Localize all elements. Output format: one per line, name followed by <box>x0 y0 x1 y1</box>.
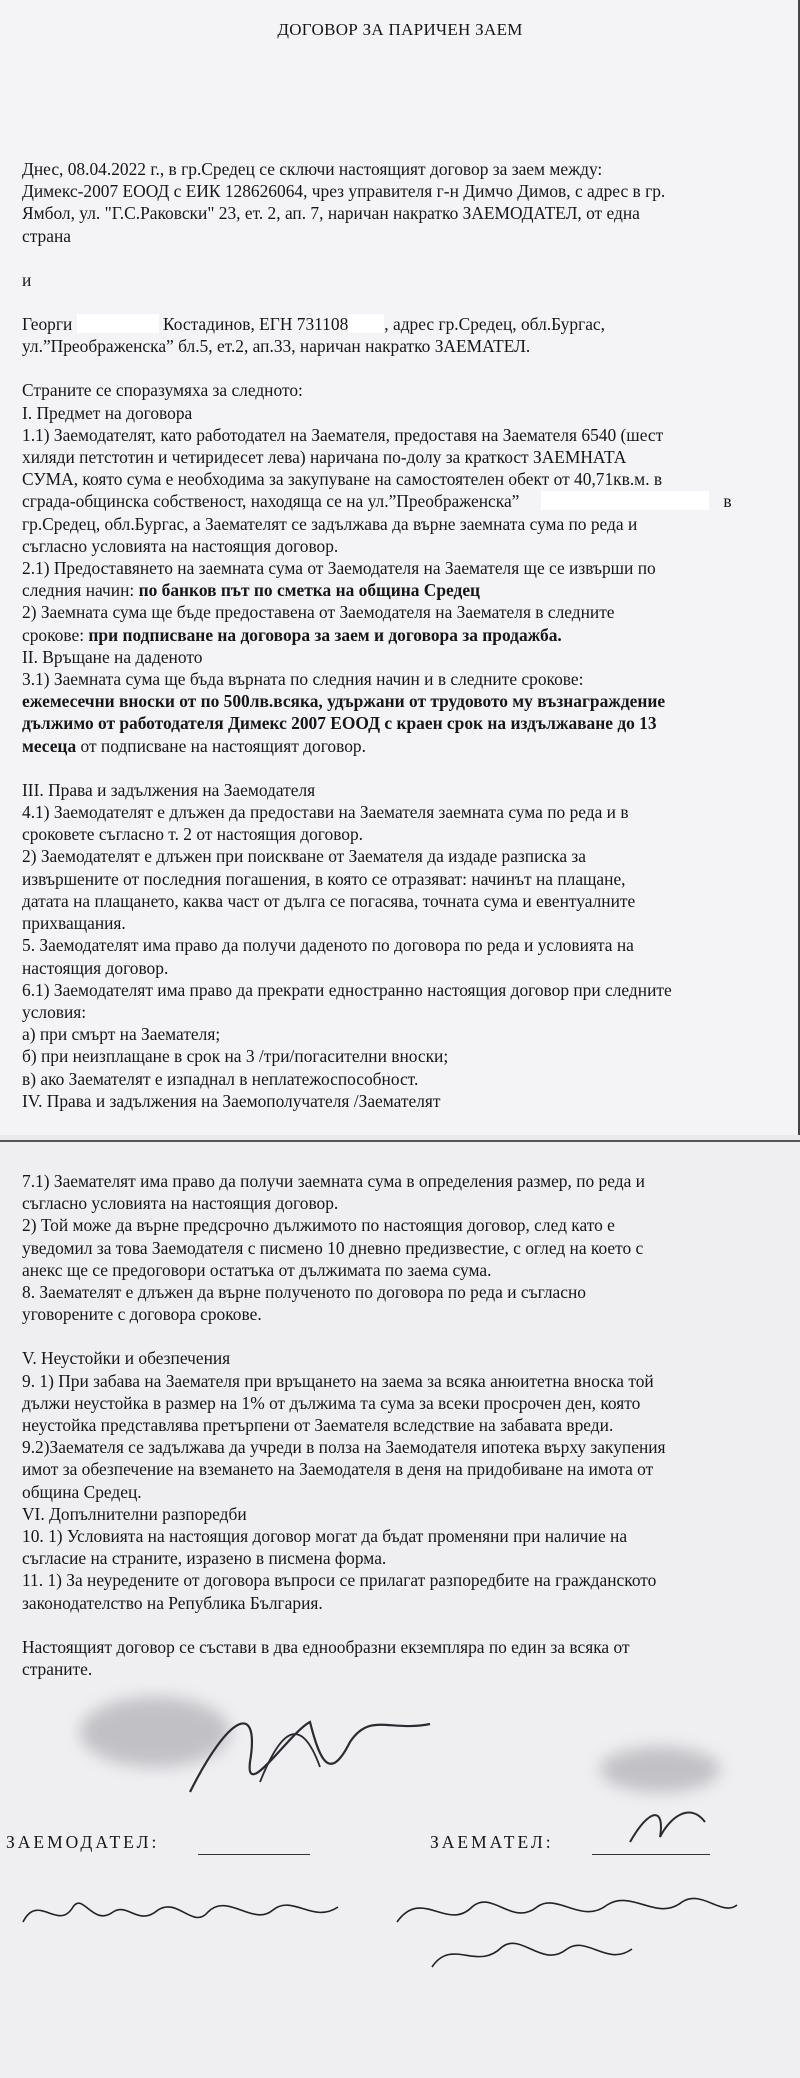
contract-page-2 <box>0 1140 800 2078</box>
closing-line: Настоящият договор се състави в два еднообразни екземпляра по един за всяка от <box>22 1636 630 1657</box>
blurred-stamp <box>600 1747 720 1792</box>
section-heading: VI. Допълнителни разпоредби <box>22 1503 247 1524</box>
handwritten-name-lender-icon <box>18 1882 348 1942</box>
clause-line <box>22 735 790 757</box>
redacted-field <box>77 314 159 333</box>
section-heading: I. Предмет на договора <box>22 402 193 423</box>
borrower-line <box>22 313 790 335</box>
clause-line: 2) Заемната сума ще бъде предоставена от Заемодателя на Заемателя в следните <box>22 602 615 623</box>
redacted-field <box>348 314 384 333</box>
clause-line: 6.1) Заемодателят има право да прекрати едностранно настоящия договор при следните <box>22 979 672 1000</box>
clause-line: неустойка представлява претърпени от Заемателя вследствие на забавата вреди. <box>22 1415 614 1436</box>
clause-line: 2.1) Предоставянето на заемната сума от Заемодателя на Заемателя ще се извърши по <box>22 558 656 579</box>
clause-line: б) при неизплащане в срок на 3 /три/погасителни вноски; <box>22 1046 449 1067</box>
clause-line: в) ако Заемателят е изпаднал в неплатежоспособност. <box>22 1068 419 1089</box>
clause-line <box>22 624 790 646</box>
clause-line: анекс ще се предоговори остатъка от дължимата по заема сума. <box>22 1259 492 1280</box>
clause-text: от подписване на настоящият договор. <box>76 735 366 756</box>
clause-line: 4.1) Заемодателят е длъжен да предостави на Заемателя заемната сума по реда и в <box>22 802 629 823</box>
borrower-signature-icon <box>620 1797 720 1857</box>
clause-line: условия: <box>22 1001 87 1022</box>
document-title: ДОГОВОР ЗА ПАРИЧЕН ЗАЕМ <box>277 20 523 39</box>
contract-continuation <box>22 1170 790 1680</box>
redacted-field <box>541 491 709 510</box>
clause-text: следния начин: <box>22 580 139 601</box>
clause-line: 9. 1) При забава на Заемателя при връщането на заема за всяка анюитетна вноска той <box>22 1370 654 1391</box>
clause-line: община Средец. <box>22 1481 142 1502</box>
clause-line: 2) Той може да върне предсрочно дължимото по настоящия договор, след като е <box>22 1215 615 1236</box>
clause-line <box>22 490 790 512</box>
clause-line: съгласно условията на настоящия договор. <box>22 535 339 556</box>
clause-line: законодателство на Република България. <box>22 1592 323 1613</box>
clause-line: 3.1) Заемната сума ще бъда върната по следния начин и в следните срокове: <box>22 669 584 690</box>
clause-line: уговорените с договора срокове. <box>22 1304 262 1325</box>
clause-bold: дължимо от работодателя Димекс 2007 ЕООД с краен срок на издължаване до 13 <box>22 713 657 734</box>
clause-line: сроковете съгласно т. 2 от настоящия договор. <box>22 824 364 845</box>
clause-line: 11. 1) За неуредените от договора въпроси се прилагат разпоредбите на гражданското <box>22 1570 657 1591</box>
intro-line: страна <box>22 225 71 246</box>
clause-line: 8. Заемателят е длъжен да върне полученото по договора по реда и съгласно <box>22 1282 586 1303</box>
clause-line: настоящия договор. <box>22 957 169 978</box>
handwritten-name-borrower-icon <box>392 1877 742 1977</box>
clause-line: прихващания. <box>22 913 126 934</box>
closing-line: страните. <box>22 1659 93 1680</box>
intro-and: и <box>22 269 32 290</box>
agreement-line: Страните се споразумяха за следното: <box>22 380 303 401</box>
clause-line <box>22 712 790 734</box>
clause-line: 1.1) Заемодателят, като работодател на Заемателя, предоставя на Заемателя 6540 (шест <box>22 424 664 445</box>
clause-line: дължи неустойка в размер на 1% от дължима та сума за всеки просрочен ден, която <box>22 1392 641 1413</box>
clause-line <box>22 579 790 601</box>
clause-line: а) при смърт на Заемателя; <box>22 1024 221 1045</box>
intro-line: Ямбол, ул. "Г.С.Раковски" 23, ет. 2, ап. 7, наричан накратко ЗАЕМОДАТЕЛ, от една <box>22 203 640 224</box>
clause-line: 10. 1) Условията на настоящия договор могат да бъдат променяни при наличие на <box>22 1526 628 1547</box>
section-heading: V. Неустойки и обезпечения <box>22 1348 231 1369</box>
clause-bold: при подписване на договора за заем и договора за продажба. <box>88 624 562 645</box>
clause-line <box>22 690 790 712</box>
borrower-address: , адрес гр.Средец, обл.Бургас, <box>384 314 605 335</box>
borrower-name-rest: Костадинов, ЕГН 731108 <box>158 314 349 335</box>
clause-line: 2) Заемодателят е длъжен при поискване от Заемателя да издаде разписка за <box>22 846 586 867</box>
clause-text: сграда-общинска собственост, находяща се на ул.”Преображенска” <box>22 491 520 512</box>
section-heading: II. Връщане на даденото <box>22 646 203 667</box>
clause-line: датата на плащането, каква част от дълга се погасява, точната сума и евентуалните <box>22 890 636 911</box>
borrower-line: ул.”Преображенска” бл.5, ет.2, ап.33, наричан накратко ЗАЕМАТЕЛ. <box>22 336 531 357</box>
clause-line: съгласно условията на настоящия договор. <box>22 1193 339 1214</box>
clause-line: съгласие на страните, изразено в писмена форма. <box>22 1548 387 1569</box>
lender-signature-label: ЗАЕМОДАТЕЛ: <box>6 1832 160 1852</box>
clause-line: гр.Средец, обл.Бургас, а Заемателят се задължава да върне заемната сума по реда и <box>22 513 638 534</box>
clause-line: имот за обезпечение на вземането на Заемодателя в деня на придобиване на имота от <box>22 1459 654 1480</box>
clause-line: СУМА, която сума е необходима за закупуване на самостоятелен обект от 40,71кв.м. в <box>22 469 663 490</box>
clause-text: в <box>723 491 732 512</box>
signature-line <box>198 1854 310 1855</box>
clause-bold: по банков път по сметка на община Средец <box>138 580 481 601</box>
clause-line: уведомил за това Заемодателя с писмено 10 дневно предизвестие, с оглед на което с <box>22 1237 644 1258</box>
clause-bold: ежемесечни вноски от по 500лв.всяка, удържани от трудовото му възнаграждение <box>22 691 666 712</box>
lender-signature-icon <box>170 1672 470 1822</box>
clause-line: извършените от последния погашения, в която се отразяват: начинът на плащане, <box>22 868 626 889</box>
section-heading: III. Права и задължения на Заемодателя <box>22 779 316 800</box>
borrower-signature-label: ЗАЕМАТЕЛ: <box>430 1832 554 1852</box>
intro-line: Димекс-2007 ЕООД с ЕИК 128626064, чрез управителя г-н Димчо Димов, с адрес в гр. <box>22 181 666 202</box>
clause-bold: месеца <box>22 735 77 756</box>
clause-line: 7.1) Заемателят има право да получи заемната сума в определения размер, по реда и <box>22 1171 645 1191</box>
clause-line: 9.2)Заемателя се задължава да учреди в полза на Заемодателя ипотека върху закупения <box>22 1437 666 1458</box>
borrower-name-first: Георги <box>22 314 77 335</box>
intro-line: Днес, 08.04.2022 г., в гр.Средец се сключи настоящият договор за заем между: <box>22 159 603 179</box>
clause-line: 5. Заемодателят има право да получи даденото по договора по реда и условията на <box>22 935 634 956</box>
section-heading: IV. Права и задължения на Заемополучателя /Заемателят <box>22 1090 441 1111</box>
clause-line: хиляди петстотин и четиридесет лева) наричана по-долу за краткост ЗАЕМНАТА <box>22 447 627 468</box>
contract-intro <box>22 158 790 1112</box>
clause-text: срокове: <box>22 624 89 645</box>
